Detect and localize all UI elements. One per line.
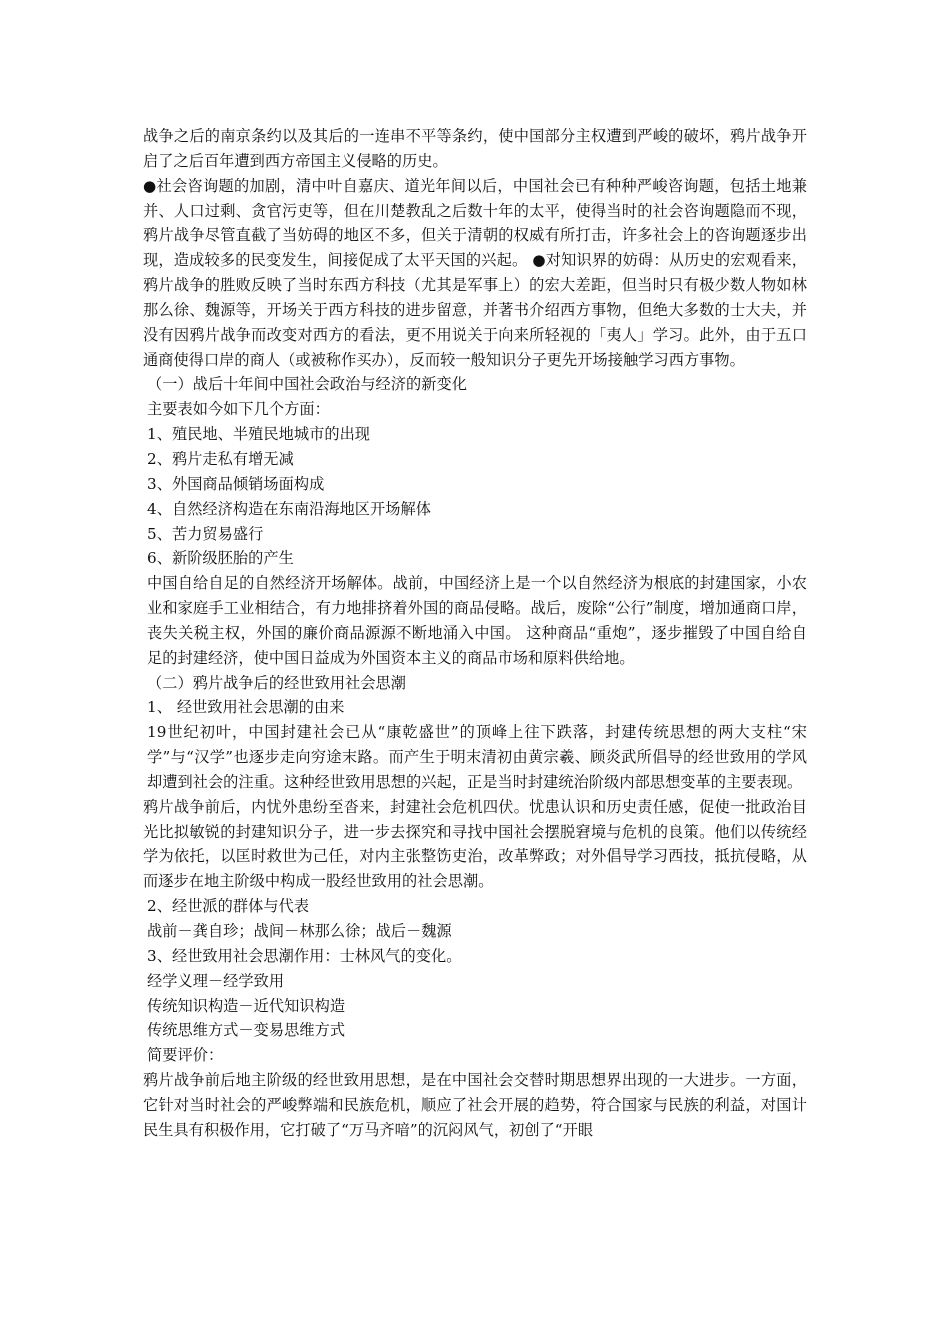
- list-item: 1、殖民地、半殖民地城市的出现: [147, 425, 371, 444]
- list-item: 经学义理－经学致用: [147, 971, 285, 990]
- list-item: 5、苦力贸易盛行: [147, 524, 264, 543]
- paragraph-aspects-intro: 主要表如今如下几个方面：: [147, 400, 330, 419]
- paragraph-natural-economy: 中国自给自足的自然经济开场解体。战前，中国经济上是一个以自然经济为根底的封建国家，小农业和家庭手工业相结合，有力地排挤着外国的商品侵略。战后，废除“公行”制度，增加通商口岸，丧失关税主权，外国的廉价商品源源不断地涌入中国。 这种商品“重炮”，逐步摧毁了中国自给自足的封建经济，使中国日益成为外国资本主义的商品市场和原料供给地。: [147, 574, 807, 667]
- paragraph-nanjing-treaty: 战争之后的南京条约以及其后的一连串不平等条约，使中国部分主权遭到严峻的破坏，鸦片战争开启了之后百年遭到西方帝国主义侵略的历史。: [143, 127, 807, 170]
- paragraph-social-problems: ●社会咨询题的加剧，清中叶自嘉庆、道光年间以后，中国社会已有种种严峻咨询题，包括土地兼并、人口过剩、贪官污吏等，但在川楚教乱之后数十年的太平，使得当时的社会咨询题隐而不现，鸦片战争尽管直截了当妨碍的地区不多，但关于清朝的权威有所打击，许多社会上的咨询题逐步出现，造成较多的民变发生，间接促成了太平天国的兴起。 ●对知识界的妨碍：从历史的宏观看来，鸦片战争的胜败反映了当时东西方科技（尤其是军事上）的宏大差距，但当时只有极少数人物如林那么徐、魏源等，开场关于西方科技的进步留意，并著书介绍西方事物，但绝大多数的士大夫，并没有因鸦片战争而改变对西方的看法，更不用说关于向来所轻视的「夷人」学习。此外，由于五口通商使得口岸的商人（或被称作买办），反而较一般知识分子更先开场接触学习西方事物。: [143, 176, 807, 369]
- list-item: 3、外国商品倾销场面构成: [147, 474, 325, 493]
- list-item: 2、鸦片走私有增无减: [147, 449, 294, 468]
- subheading-evaluation: 简要评价：: [147, 1046, 224, 1065]
- list-item: 6、新阶级胚胎的产生: [147, 549, 294, 568]
- paragraph-19th-century: 19世纪初叶，中国封建社会已从“康乾盛世”的顶峰上往下跌落，封建传统思想的两大支柱“宋学”与“汉学”也逐步走向穷途末路。而产生于明末清初由黄宗羲、顾炎武所倡导的经世致用的学风却遭到社会的注重。这种经世致用思想的兴起，正是当时封建统治阶级内部思想变革的主要表现。: [147, 723, 807, 791]
- section-heading-2: （二）鸦片战争后的经世致用社会思潮: [147, 673, 407, 692]
- subheading-origin: 1、 经世致用社会思潮的由来: [147, 698, 345, 717]
- section-heading-1: （一）战后十年间中国社会政治与经济的新变化: [147, 375, 467, 394]
- subheading-groups: 2、经世派的群体与代表: [147, 897, 310, 916]
- list-item: 传统思维方式－变易思维方式: [147, 1021, 346, 1040]
- document-page: [143, 124, 807, 1143]
- subheading-effect: 3、经世致用社会思潮作用：士林风气的变化。: [147, 946, 462, 965]
- paragraph-evaluation: 鸦片战争前后地主阶级的经世致用思想，是在中国社会交替时期思想界出现的一大进步。一方面，它针对当时社会的严峻弊端和民族危机，顺应了社会开展的趋势，符合国家与民族的利益，对国计民生具有积极作用，它打破了“万马齐喑”的沉闷风气，初创了“开眼: [143, 1071, 807, 1139]
- paragraph-crisis: 鸦片战争前后，内忧外患纷至沓来，封建社会危机四伏。忧患认识和历史责任感，促使一批政治目光比拟敏锐的封建知识分子，进一步去探究和寻找中国社会摆脱窘境与危机的良策。他们以传统经学为依托，以匡时救世为己任，对内主张整饬吏治，改革弊政；对外倡导学习西技，抵抗侵略，从而逐步在地主阶级中构成一股经世致用的社会思潮。: [143, 797, 807, 891]
- list-item: 传统知识构造－近代知识构造: [147, 996, 346, 1015]
- paragraph-representatives: 战前－龚自珍；战间－林那么徐；战后－魏源: [147, 922, 452, 940]
- list-item: 4、自然经济构造在东南沿海地区开场解体: [147, 499, 431, 518]
